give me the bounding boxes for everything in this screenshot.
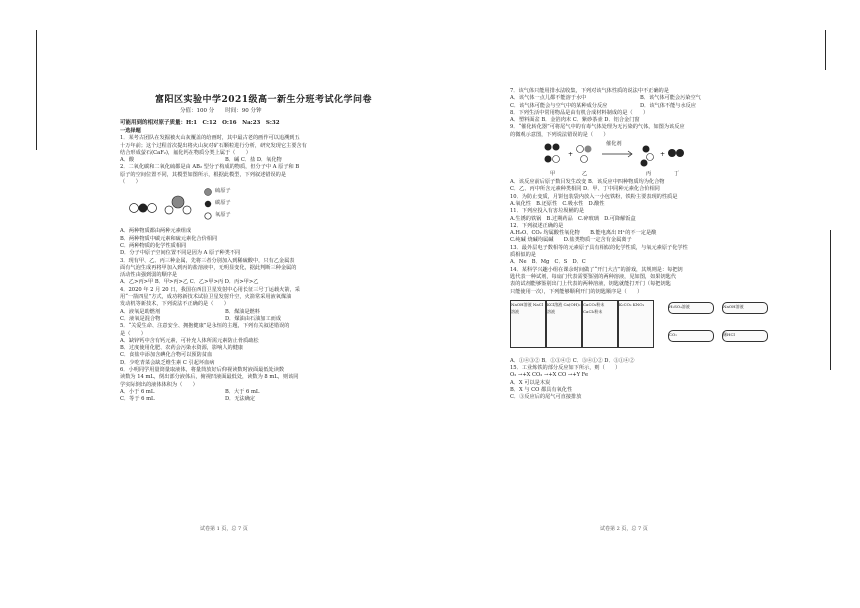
q2-option: B．两种物质中碳元素和硫元素化合价相同 bbox=[120, 235, 218, 242]
molecule-model-figure bbox=[120, 186, 360, 228]
q2-option: D．分子中原子空间位置不同是因为 A 原子种类不同 bbox=[120, 250, 241, 257]
q11-line: 11．下列应投入有害垃圾桶的是 bbox=[510, 208, 585, 215]
q5-option: B．过度使用化肥、农药会污染水资源，影响人的健康 bbox=[120, 345, 244, 352]
q8-line: 8．下列生活中常用物品是由有机合成材料制成的是（ ） bbox=[510, 109, 649, 116]
q15-equation: O₂ →+X CO₂ →+X CO →+Y Fe bbox=[510, 372, 589, 379]
door-2: KCl溶液 Ca(OH)₂溶液 bbox=[546, 300, 582, 348]
legend-oxygen-icon bbox=[205, 213, 211, 219]
reactant-yi-label: 乙 bbox=[582, 171, 588, 178]
q10-options: A.氧化性 B.还原性 C.吸水性 D.酸性 bbox=[510, 200, 605, 207]
q4-option-c: C．液氧是混合物 bbox=[120, 315, 161, 322]
key-3-icon: CO₂ bbox=[668, 330, 714, 342]
carbon-atom-icon bbox=[139, 204, 148, 213]
q7-options-row bbox=[510, 103, 780, 110]
key-2-icon: NaOH溶液 bbox=[722, 302, 768, 314]
q7-option-d: D．该气体不能与水反应 bbox=[640, 102, 697, 109]
q5-line: 是（ ） bbox=[120, 330, 146, 337]
scan-edge-line bbox=[825, 30, 826, 70]
legend-carbon-label: 碳原子 bbox=[215, 200, 231, 207]
q4-line: 4．2020 年 2 月 20 日，我国在西昌卫星发射中心用长征三号丁运载火箭，采 bbox=[120, 286, 300, 293]
q6-option-d: D．无法确定 bbox=[225, 396, 256, 403]
q8-options: A．塑料面盆 B．金箔肉末 C．紫砂茶壶 D．铝合金门窗 bbox=[510, 117, 640, 124]
q2-line: 原子的空间位置不同，其模型如图所示，根据此模型，下列叙述错误的是 bbox=[120, 171, 287, 178]
molecule-atom-icon bbox=[643, 146, 650, 153]
legend-carbon-icon bbox=[205, 201, 211, 207]
q1-option-a: A．酸 bbox=[120, 157, 135, 164]
molecule-model-svg bbox=[120, 186, 360, 228]
q7-option-b: B．该气体可能会污染空气 bbox=[640, 95, 701, 102]
q6-option-b: B．大于 6 mL bbox=[225, 388, 260, 395]
q1-line: 结合形成萤石(CaF₂)，氟化钙在物质分类上属于（ ） bbox=[120, 149, 251, 156]
q3-line: 面有气泡生成再将甲加入到丙的盐溶液中，无明显变化，据此判断三种金属的 bbox=[120, 264, 297, 271]
q6-option-a: A．小于 6 mL bbox=[120, 388, 155, 395]
catalyst-label: 催化剂 bbox=[606, 141, 622, 148]
q3-options: A．乙>丙>甲 B．甲>丙>乙 C．乙>甲>丙 D．丙>甲>乙 bbox=[120, 279, 259, 286]
q5-option: C．食盐中添加含碘化合物可以预防贫血 bbox=[120, 352, 213, 359]
page-footer: 试卷第 1 页，总 7 页 bbox=[200, 526, 248, 532]
q1-line: 十万年前；这个过程首次提出将火山灰对矿石颗粒进行分析，研究发现它主要含有 bbox=[120, 142, 307, 149]
molecule-atom-icon bbox=[676, 149, 684, 157]
right-page bbox=[430, 0, 860, 608]
q13-line: 质相似的是 bbox=[510, 252, 536, 259]
molecule-atom-icon bbox=[585, 146, 592, 153]
q6-line: 6．小明同学用量筒量取液体，将量筒放好后仰视读数时液面最低处读数 bbox=[120, 367, 285, 374]
page-footer: 试卷第 2 页，总 7 页 bbox=[600, 526, 648, 532]
molecule-atom-icon bbox=[577, 146, 584, 153]
q4-option-b: B．煤油是燃料 bbox=[225, 308, 260, 315]
reaction-diagram bbox=[510, 139, 780, 179]
scan-edge-line bbox=[36, 30, 37, 150]
q14-line: 匙代表一种试剂，每扇门代表需要鉴别的两种溶液，见如图，如果钥匙代 bbox=[510, 273, 677, 280]
q15-option: B．X 与 CO 都具有氧化性 bbox=[510, 387, 573, 394]
q7-option-c: C．该气体可能会与空气中的某种成分反应 bbox=[510, 102, 608, 109]
q6-line: 学实际倒出的液体体积为（ ） bbox=[120, 381, 198, 388]
q2-line: 2．二氧化碳和二氧化硫都是由 AB₂ 型分子构成的物质，但分子中 A 原子和 B bbox=[120, 164, 300, 171]
q11-options: A.生锈的铁锅 B.过期药品 C.碎玻璃 D.可降解饭盒 bbox=[510, 215, 636, 222]
q5-line: 5．“关爱生命、注意安全、拥抱健康”是永恒的主题，下列有关叙述错误的 bbox=[120, 323, 290, 330]
molecule-atom-icon bbox=[668, 149, 676, 157]
q12-option: C.纯碱 烧碱均属碱 D.盐类物质一定含有金属离子 bbox=[510, 237, 632, 244]
q1-option-bcd: B．碱 C．盐 D．氧化物 bbox=[225, 157, 282, 164]
right-column bbox=[510, 88, 780, 402]
product-bing-label: 丙 bbox=[646, 171, 652, 178]
q9-option: C．乙、丙中所含元素种类相同 D．甲、丁中同种元素化合价相同 bbox=[510, 186, 660, 193]
q4-option-d: D．煤油由石油加工而成 bbox=[225, 315, 282, 322]
q10-line: 10．为防止变质，月饼包装袋内放入一小包铁粉，铁粉主要表现的性质是 bbox=[510, 193, 678, 200]
q2-line: （ ） bbox=[120, 179, 141, 186]
q4-line: 发动机等新技术，下列说法不正确的是（ ） bbox=[120, 301, 229, 308]
q6-option-c: C．等于 6 mL bbox=[120, 396, 155, 403]
sulfur-atom-icon bbox=[172, 196, 184, 208]
exam-title: 富阳区实验中学2021级高一新生分班考试化学问卷 bbox=[155, 95, 373, 105]
molecule-atom-icon bbox=[581, 156, 588, 163]
molecule-atom-icon bbox=[641, 160, 648, 167]
q7-line: 7．该气体只能用排水法收集，下列对该气体性质的说法中不正确的是 bbox=[510, 88, 669, 94]
molecule-atom-icon bbox=[553, 144, 560, 151]
q5-option: A．缺锌钙中含有钙元素，可补充人体所需元素防止骨质疏松 bbox=[120, 337, 259, 344]
q2-option: C．两种物质的化学性质相同 bbox=[120, 242, 187, 249]
q14-options: A．①④③② B．①③④② C．③④①② D．③①④② bbox=[510, 357, 635, 364]
q12-line: 12．下列叙述正确的是 bbox=[510, 222, 564, 229]
q9-option: A．该反应前后原子数目发生改变 B．该反应中四种物质均为化合物 bbox=[510, 179, 665, 186]
legend-oxygen-label: 氧原子 bbox=[215, 212, 231, 219]
q14-line: 14．某科学兴趣小组在课余时间做了“开门大吉”的游戏，其规则是：每把钥 bbox=[510, 266, 683, 273]
q6-options-row bbox=[120, 396, 360, 403]
oxygen-atom-icon bbox=[183, 206, 191, 214]
q15-line: 15．工业炼铁的部分反应如下所示，则（ ） bbox=[510, 365, 621, 372]
score-time: 分值：100 分 时间：90 分钟 bbox=[180, 108, 262, 114]
q9-line: 9．“催化转化器”可将尾气中的有毒气体处理为无污染的气体，如图为该反应 bbox=[510, 124, 685, 131]
q4-option-a: A．液氧是助燃剂 bbox=[120, 308, 161, 315]
molecule-atom-icon bbox=[647, 154, 654, 161]
oxygen-atom-icon bbox=[165, 206, 173, 214]
q1-line: 1．某考古团队在发掘被火山灰覆盖的给画时，其中最古老的画作可以追溯到五 bbox=[120, 135, 300, 142]
scan-edge-line bbox=[830, 230, 831, 370]
molecule-atom-icon bbox=[545, 156, 552, 163]
product-ding-label: 丁 bbox=[674, 171, 680, 178]
door-key-figure bbox=[510, 296, 780, 358]
q14-line: 只能使用一次），下列能够顺利开门的钥匙顺序是（ ） bbox=[510, 288, 643, 295]
door-3: CaCO₃粉末 CaCl₂粉末 bbox=[582, 300, 618, 348]
oxygen-atom-icon bbox=[148, 204, 157, 213]
plus-icon: + bbox=[568, 151, 574, 159]
q4-line: 用“一箭四星”方式，成功将新技术试验卫星发射升空，火箭常采用液氧煤油 bbox=[120, 294, 292, 301]
key-4-icon: 稀HCl bbox=[722, 330, 768, 342]
left-column bbox=[120, 128, 360, 404]
q5-option: D．少吃青菜会缺乏维生素 C 引起坏血病 bbox=[120, 359, 215, 366]
q14-line: 表的试剂能够鉴别出门上代表的两种溶液，钥匙就能打开门（每把钥匙 bbox=[510, 281, 671, 288]
q4-options-row bbox=[120, 309, 360, 316]
q7-options-row bbox=[510, 95, 780, 102]
q2-option: A．两种物质都由两种元素组成 bbox=[120, 228, 192, 235]
q15-option: A．X 可以是木炭 bbox=[510, 379, 551, 386]
q3-line: 3．现有甲、乙、丙三种金属，先将三者分别加入到稀硫酸中，只有乙金属表 bbox=[120, 257, 295, 264]
molecule-atom-icon bbox=[553, 156, 560, 163]
door-4: K₂CO₃ KNO₃ bbox=[618, 300, 654, 348]
atomic-masses: 可能用到的相对原子质量：H:1 C:12 O:16 Na:23 S:32 bbox=[120, 120, 280, 126]
plus-icon: + bbox=[660, 151, 666, 159]
door-1: NaOH溶液 NaCl溶液 bbox=[510, 300, 546, 348]
molecule-atom-icon bbox=[545, 144, 552, 151]
legend-sulfur-icon bbox=[205, 189, 212, 196]
q6-line: 读数为 14 mL，倒出部分液体后，俯视凹液面最低处，读数为 8 mL，则该同 bbox=[120, 374, 299, 381]
q7-option-a: A．该气体一点儿都不能溶于水中 bbox=[510, 95, 587, 102]
oxygen-atom-icon bbox=[130, 204, 139, 213]
q9-line: 的微观示意图，下列说法错误的是（ ） bbox=[510, 131, 609, 138]
key-1-icon: H₂SO₄溶液 bbox=[668, 302, 714, 314]
reactant-jia-label: 甲 bbox=[550, 171, 556, 178]
section-heading: 一选择题 bbox=[120, 128, 141, 134]
q12-option: A.H₂O、CO₂ 均属酸性氧化物 B.能电离出 H⁺的不一定是酸 bbox=[510, 230, 657, 237]
q13-options: A．Ne B．Mg C．S D．C bbox=[510, 259, 586, 266]
legend-sulfur-label: 硫原子 bbox=[215, 188, 231, 195]
q3-line: 活动性由强到弱的顺序是 bbox=[120, 272, 178, 279]
q15-option: C．③反应后的尾气可直接排放 bbox=[510, 394, 582, 401]
q13-line: 13．最外层电子数相等的元素原子具有相似的化学性质，与氧元素原子化学性 bbox=[510, 244, 688, 251]
